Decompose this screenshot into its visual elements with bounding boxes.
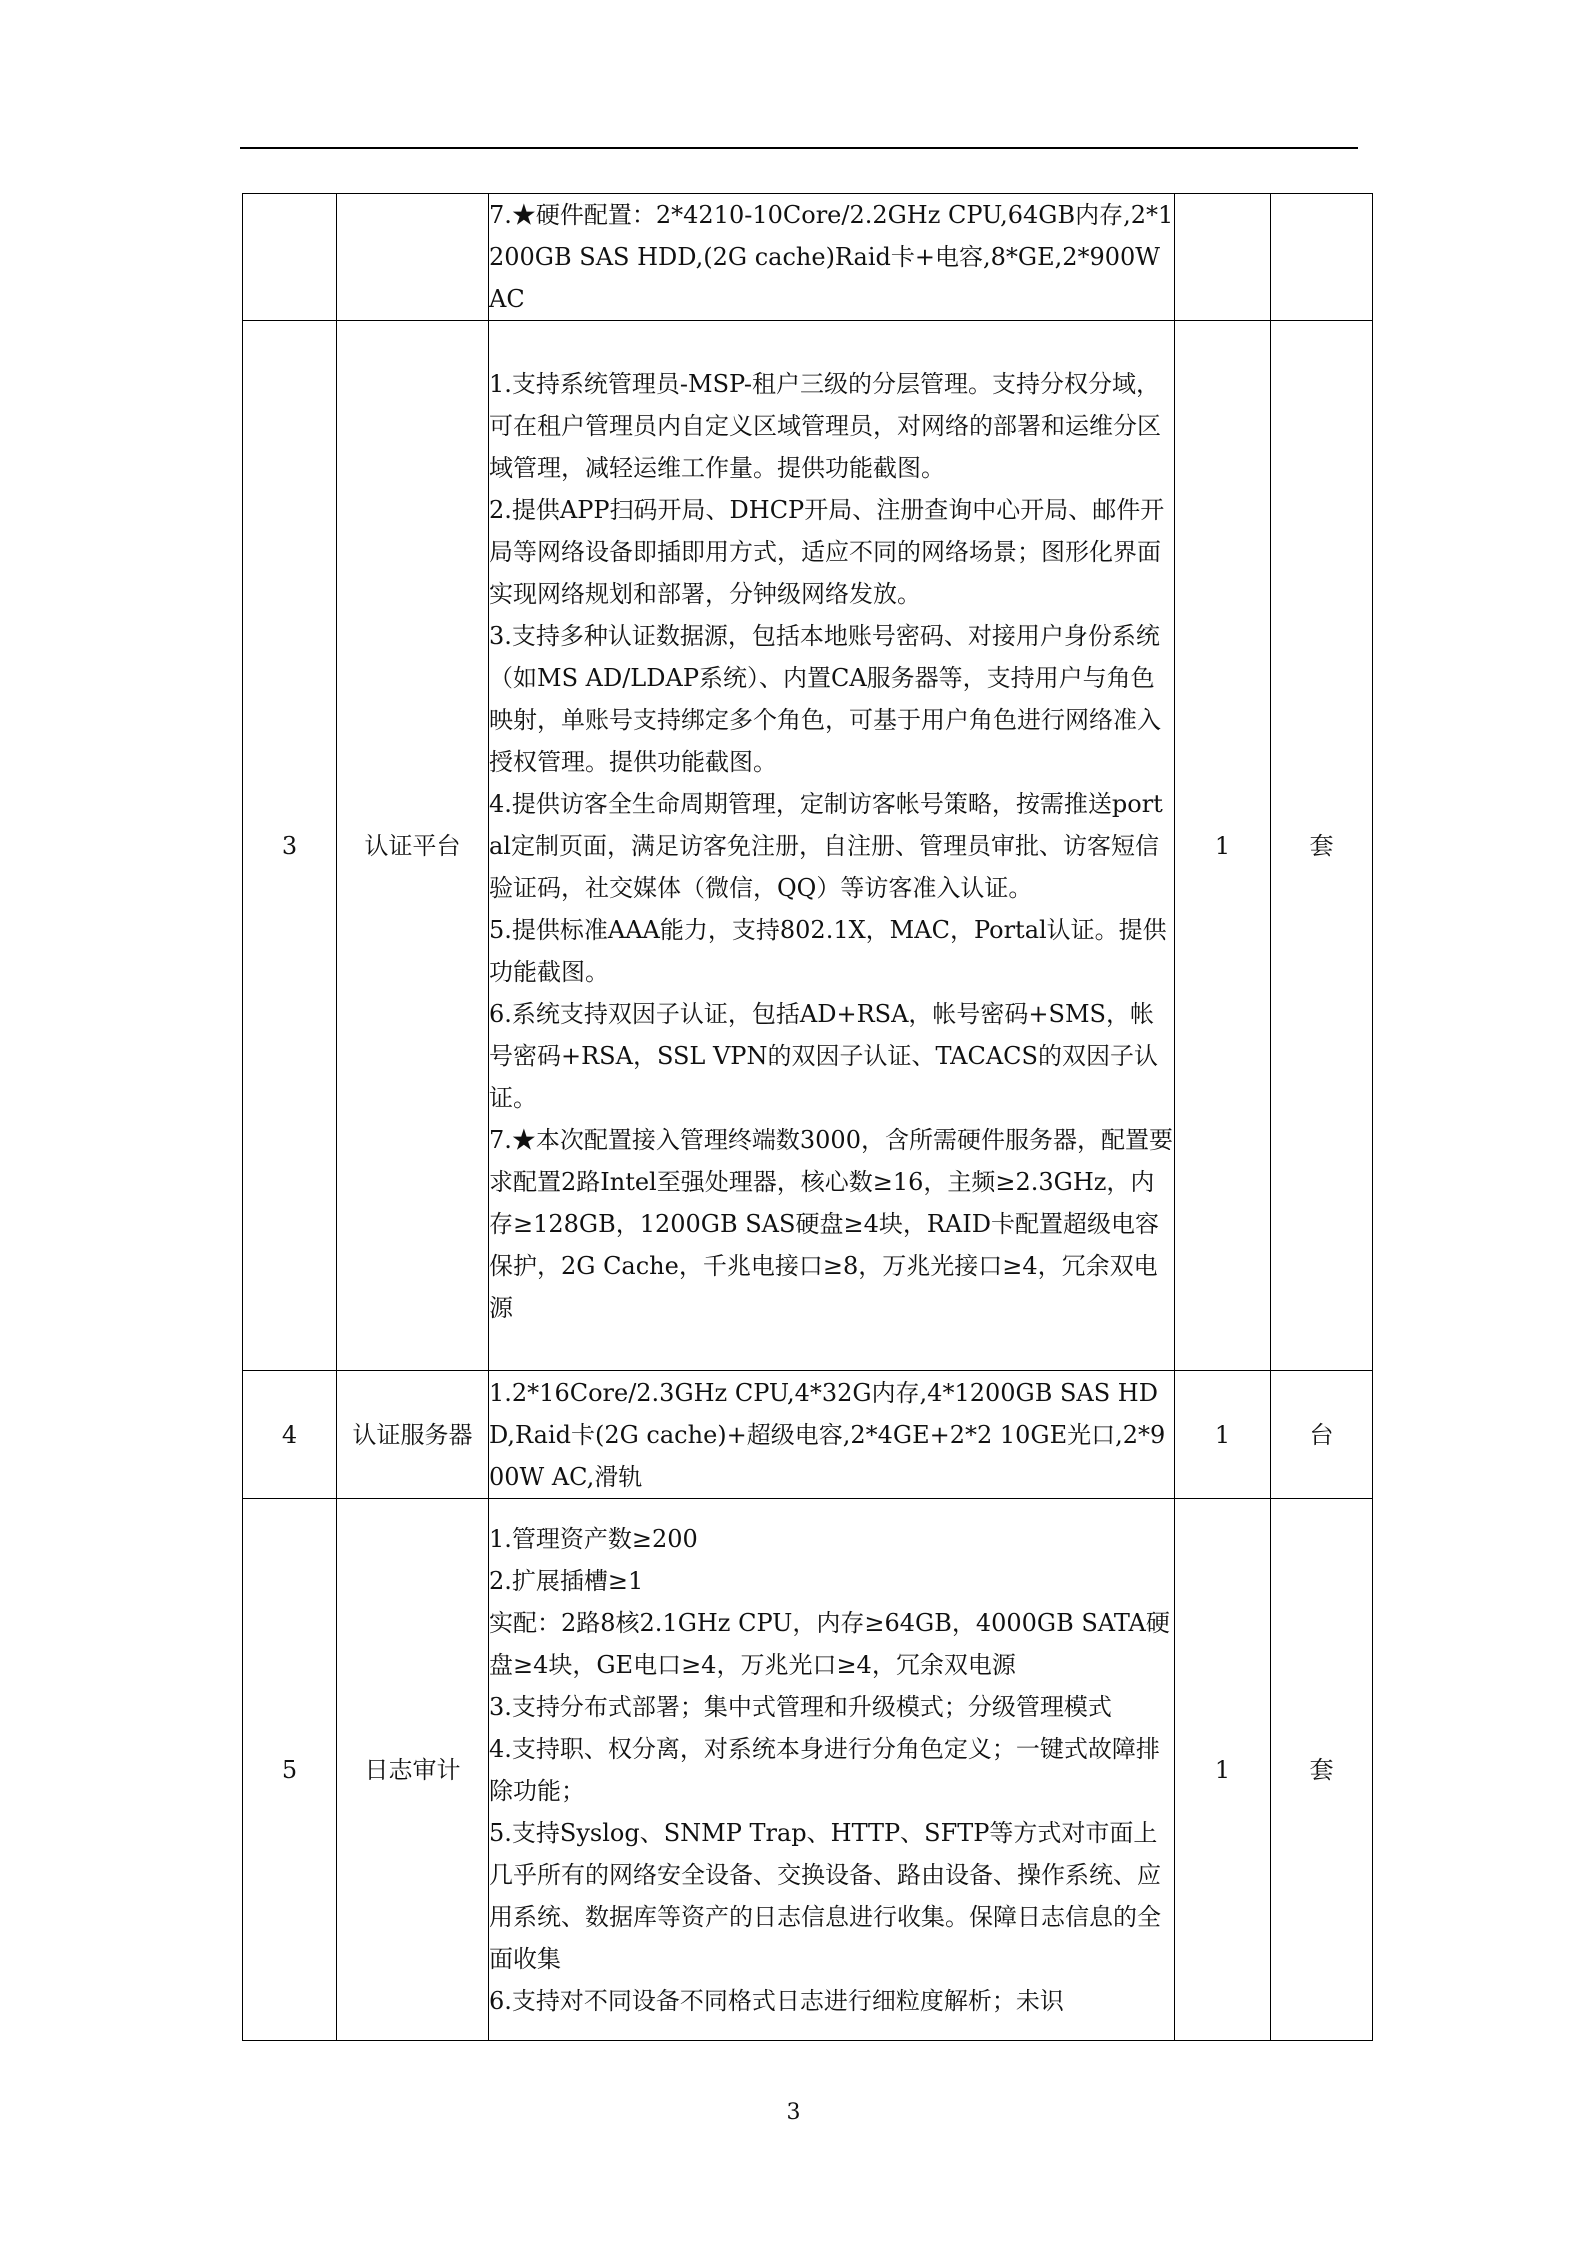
unit: 台 bbox=[1271, 1371, 1373, 1499]
item-name: 认证平台 bbox=[337, 321, 489, 1371]
table-row bbox=[243, 194, 1373, 321]
spec-paragraph: 3.支持分布式部署；集中式管理和升级模式；分级管理模式 bbox=[489, 1692, 1112, 1721]
item-name: 认证服务器 bbox=[337, 1371, 489, 1499]
item-number: 3 bbox=[243, 321, 337, 1371]
spec-paragraph: 1.支持系统管理员-MSP-租户三级的分层管理。支持分权分域，可在租户管理员内自定义区域管理员，对网络的部署和运维分区域管理，减轻运维工作量。提供功能截图。 bbox=[489, 369, 1161, 482]
header-rule bbox=[240, 147, 1358, 149]
spec-paragraph: 6.支持对不同设备不同格式日志进行细粒度解析；未识 bbox=[489, 1986, 1064, 2015]
spec-paragraph: 4.提供访客全生命周期管理，定制访客帐号策略，按需推送portal定制页面，满足访客免注册，自注册、管理员审批、访客短信验证码，社交媒体（微信，QQ）等访客准入认证。 bbox=[489, 789, 1163, 902]
spec-cell bbox=[489, 194, 1175, 321]
table-row bbox=[243, 1371, 1373, 1499]
table-row bbox=[243, 1499, 1373, 2041]
spec-paragraph: 7.★硬件配置：2*4210-10Core/2.2GHz CPU,64GB内存,2*1200GB SAS HDD,(2G cache)Raid卡+电容,8*GE,2*900W AC bbox=[489, 201, 1174, 313]
item-name: 日志审计 bbox=[337, 1499, 489, 2041]
quantity: 1 bbox=[1175, 1499, 1271, 2041]
item-name bbox=[337, 194, 489, 321]
quantity: 1 bbox=[1175, 321, 1271, 1371]
spec-paragraph: 5.支持Syslog、SNMP Trap、HTTP、SFTP等方式对市面上几乎所有的网络安全设备、交换设备、路由设备、操作系统、应用系统、数据库等资产的日志信息进行收集。保障日志信息的全面收集 bbox=[489, 1818, 1161, 1973]
table-row bbox=[243, 321, 1373, 1371]
spec-paragraph: 实配：2路8核2.1GHz CPU，内存≥64GB，4000GB SATA硬盘≥4块，GE电口≥4，万兆光口≥4，冗余双电源 bbox=[489, 1608, 1170, 1679]
spec-paragraph: 6.系统支持双因子认证，包括AD+RSA，帐号密码+SMS，帐号密码+RSA，SSL VPN的双因子认证、TACACS的双因子认证。 bbox=[489, 999, 1158, 1112]
spec-paragraph: 5.提供标准AAA能力，支持802.1X，MAC，Portal认证。提供功能截图。 bbox=[489, 915, 1167, 986]
spec-cell bbox=[489, 1371, 1175, 1499]
unit bbox=[1271, 194, 1373, 321]
spec-cell bbox=[489, 1499, 1175, 2041]
quantity bbox=[1175, 194, 1271, 321]
quantity: 1 bbox=[1175, 1371, 1271, 1499]
unit: 套 bbox=[1271, 1499, 1373, 2041]
spec-paragraph: 2.提供APP扫码开局、DHCP开局、注册查询中心开局、邮件开局等网络设备即插即用方式，适应不同的网络场景；图形化界面实现网络规划和部署，分钟级网络发放。 bbox=[489, 495, 1165, 608]
item-number: 5 bbox=[243, 1499, 337, 2041]
spec-paragraph: 4.支持职、权分离，对系统本身进行分角色定义；一键式故障排除功能； bbox=[489, 1734, 1160, 1805]
spec-table bbox=[242, 193, 1373, 2041]
spec-paragraph: 1.管理资产数≥200 bbox=[489, 1524, 698, 1553]
spec-paragraph: 3.支持多种认证数据源，包括本地账号密码、对接用户身份系统（如MS AD/LDAP系统）、内置CA服务器等，支持用户与角色映射，单账号支持绑定多个角色，可基于用户角色进行网络准入授权管理。提供功能截图。 bbox=[489, 621, 1161, 776]
item-number bbox=[243, 194, 337, 321]
unit: 套 bbox=[1271, 321, 1373, 1371]
page-number: 3 bbox=[786, 2100, 801, 2125]
item-number: 4 bbox=[243, 1371, 337, 1499]
spec-paragraph: 2.扩展插槽≥1 bbox=[489, 1566, 644, 1595]
spec-paragraph: 1.2*16Core/2.3GHz CPU,4*32G内存,4*1200GB SAS HDD,Raid卡(2G cache)+超级电容,2*4GE+2*2 10GE光口,2*900W AC,滑轨 bbox=[489, 1378, 1166, 1491]
spec-cell bbox=[489, 321, 1175, 1371]
spec-paragraph: 7.★本次配置接入管理终端数3000，含所需硬件服务器，配置要求配置2路Intel至强处理器，核心数≥16，主频≥2.3GHz，内存≥128GB，1200GB SAS硬盘≥4块，RAID卡配置超级电容保护，2G Cache，千兆电接口≥8，万兆光接口≥4，冗余双电源 bbox=[489, 1125, 1173, 1322]
